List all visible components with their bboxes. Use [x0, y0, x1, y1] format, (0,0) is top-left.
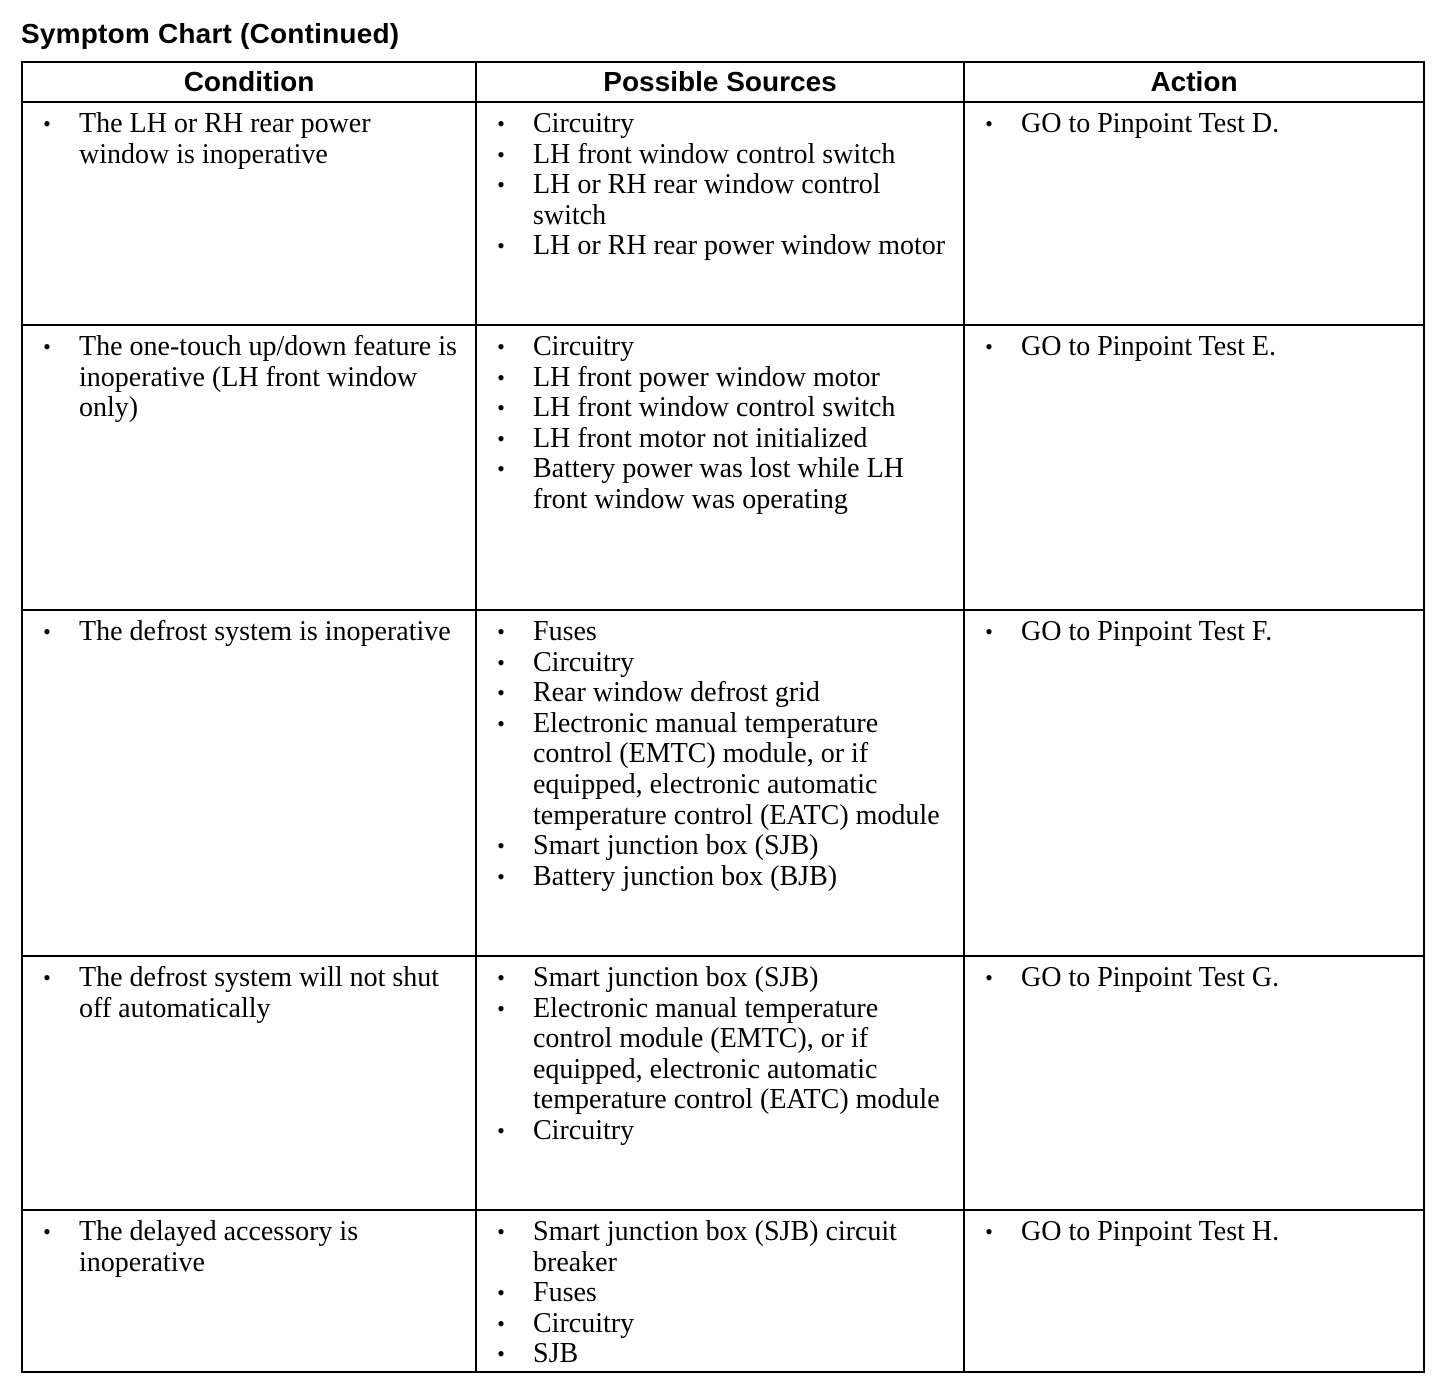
- source-text: Circuitry: [533, 646, 635, 678]
- bullet: •: [497, 1310, 505, 1336]
- bullet: •: [985, 111, 993, 136]
- bullet: •: [497, 395, 505, 421]
- source-text: Electronic manual temperature control module (EMTC), or if equipped, electronic automatic temperature control (EATC) module: [533, 992, 940, 1116]
- list-item: [477, 140, 955, 171]
- condition-text: The defrost system will not shut off automatically: [79, 962, 440, 1024]
- list-item: [477, 363, 955, 394]
- action-cell: [964, 956, 1424, 1210]
- list-item: [23, 1217, 467, 1278]
- action-text: GO to Pinpoint Test F.: [1021, 616, 1273, 647]
- list-item: [477, 678, 955, 709]
- sources-cell: [476, 102, 964, 325]
- bullet: •: [497, 710, 505, 736]
- list-item: [23, 963, 467, 1024]
- condition-text: The defrost system is inoperative: [79, 616, 451, 647]
- sources-list: [477, 103, 963, 262]
- bullet: •: [497, 680, 505, 706]
- condition-list: [23, 1211, 475, 1278]
- list-item: [965, 617, 1415, 648]
- action-text: GO to Pinpoint Test H.: [1021, 1216, 1280, 1247]
- source-text: Circuitry: [533, 108, 635, 139]
- source-text: LH front power window motor: [533, 361, 880, 393]
- source-text: Circuitry: [533, 1114, 635, 1146]
- list-item: [477, 332, 955, 363]
- list-item: [23, 109, 467, 170]
- condition-cell: [22, 102, 476, 325]
- sources-list: [477, 1211, 963, 1370]
- sources-list: [477, 611, 963, 892]
- bullet: •: [497, 995, 505, 1021]
- action-cell: [964, 102, 1424, 325]
- sources-cell: [476, 1210, 964, 1372]
- source-text: Circuitry: [533, 331, 635, 362]
- list-item: [477, 648, 955, 679]
- action-cell: [964, 325, 1424, 610]
- table-row: [22, 1210, 1424, 1372]
- sources-cell: [476, 610, 964, 956]
- bullet: •: [497, 456, 505, 482]
- bullet: •: [985, 965, 993, 990]
- header-condition: Condition: [22, 62, 476, 102]
- bullet: •: [43, 334, 51, 359]
- bullet: •: [43, 1219, 51, 1244]
- action-text: GO to Pinpoint Test G.: [1021, 962, 1280, 993]
- list-item: [477, 831, 955, 862]
- table-row: [22, 956, 1424, 1210]
- condition-list: [23, 326, 475, 424]
- action-text: GO to Pinpoint Test D.: [1021, 108, 1280, 139]
- list-item: [477, 617, 955, 648]
- source-text: LH or RH rear power window motor: [533, 230, 946, 262]
- bullet: •: [497, 334, 505, 359]
- table-row: [22, 610, 1424, 956]
- condition-list: [23, 957, 475, 1024]
- table-row: [22, 102, 1424, 325]
- bullet: •: [43, 111, 51, 136]
- bullet: •: [985, 1219, 993, 1244]
- bullet: •: [497, 619, 505, 644]
- bullet: •: [497, 233, 505, 259]
- bullet: •: [497, 364, 505, 390]
- list-item: [477, 1116, 955, 1147]
- list-item: [477, 454, 955, 515]
- action-cell: [964, 610, 1424, 956]
- condition-list: [23, 611, 475, 648]
- source-text: Fuses: [533, 616, 597, 647]
- sources-cell: [476, 956, 964, 1210]
- condition-list: [23, 103, 475, 170]
- action-list: [965, 103, 1423, 140]
- bullet: •: [497, 1117, 505, 1143]
- source-text: LH or RH rear window control switch: [533, 169, 881, 231]
- bullet: •: [497, 111, 505, 136]
- page-title: Symptom Chart (Continued): [21, 18, 400, 49]
- list-item: [477, 170, 955, 231]
- list-item: [477, 709, 955, 831]
- source-text: Rear window defrost grid: [533, 677, 820, 709]
- condition-text: The one-touch up/down feature is inoperative (LH front window only): [79, 331, 457, 424]
- bullet: •: [497, 965, 505, 990]
- list-item: [23, 332, 467, 424]
- bullet: •: [497, 1219, 505, 1244]
- source-text: Circuitry: [533, 1307, 635, 1339]
- header-action: Action: [964, 62, 1424, 102]
- source-text: LH front window control switch: [533, 392, 896, 424]
- list-item: [477, 424, 955, 455]
- bullet: •: [43, 965, 51, 990]
- list-item: [477, 1339, 955, 1370]
- header-possible-sources: Possible Sources: [476, 62, 964, 102]
- action-cell: [964, 1210, 1424, 1372]
- source-text: Smart junction box (SJB) circuit breaker: [533, 1216, 897, 1278]
- condition-text: The delayed accessory is inoperative: [79, 1216, 359, 1278]
- sources-list: [477, 957, 963, 1147]
- bullet: •: [497, 425, 505, 451]
- bullet: •: [497, 172, 505, 198]
- sources-cell: [476, 325, 964, 610]
- bullet: •: [497, 1341, 505, 1367]
- bullet: •: [497, 863, 505, 889]
- sources-list: [477, 326, 963, 516]
- source-text: SJB: [533, 1338, 579, 1370]
- action-list: [965, 326, 1423, 363]
- bullet: •: [985, 619, 993, 644]
- list-item: [477, 862, 955, 893]
- list-item: [477, 994, 955, 1116]
- source-text: Smart junction box (SJB): [533, 962, 819, 993]
- source-text: Battery junction box (BJB): [533, 860, 838, 892]
- list-item: [965, 1217, 1415, 1248]
- list-item: [477, 109, 955, 140]
- source-text: LH front motor not initialized: [533, 422, 868, 454]
- source-text: Smart junction box (SJB): [533, 830, 819, 862]
- bullet: •: [497, 1280, 505, 1306]
- symptom-chart-table: [21, 61, 1425, 1373]
- action-text: GO to Pinpoint Test E.: [1021, 331, 1276, 362]
- condition-cell: [22, 610, 476, 956]
- list-item: [965, 332, 1415, 363]
- action-list: [965, 611, 1423, 648]
- table-header-row: [22, 62, 1424, 102]
- list-item: [23, 617, 467, 648]
- action-list: [965, 1211, 1423, 1248]
- source-text: LH front window control switch: [533, 138, 896, 170]
- bullet: •: [985, 334, 993, 359]
- condition-cell: [22, 1210, 476, 1372]
- list-item: [477, 1278, 955, 1309]
- source-text: Battery power was lost while LH front window was operating: [533, 453, 904, 515]
- list-item: [477, 1309, 955, 1340]
- list-item: [965, 963, 1415, 994]
- condition-cell: [22, 956, 476, 1210]
- condition-text: The LH or RH rear power window is inoperative: [79, 108, 371, 170]
- bullet: •: [497, 141, 505, 167]
- bullet: •: [497, 649, 505, 675]
- action-list: [965, 957, 1423, 994]
- list-item: [477, 231, 955, 262]
- source-text: Electronic manual temperature control (EMTC) module, or if equipped, electronic automatic temperature control (EATC) module: [533, 707, 940, 831]
- table-row: [22, 325, 1424, 610]
- bullet: •: [43, 619, 51, 644]
- source-text: Fuses: [533, 1277, 597, 1309]
- list-item: [477, 1217, 955, 1278]
- list-item: [477, 393, 955, 424]
- condition-cell: [22, 325, 476, 610]
- bullet: •: [497, 833, 505, 859]
- list-item: [477, 963, 955, 994]
- list-item: [965, 109, 1415, 140]
